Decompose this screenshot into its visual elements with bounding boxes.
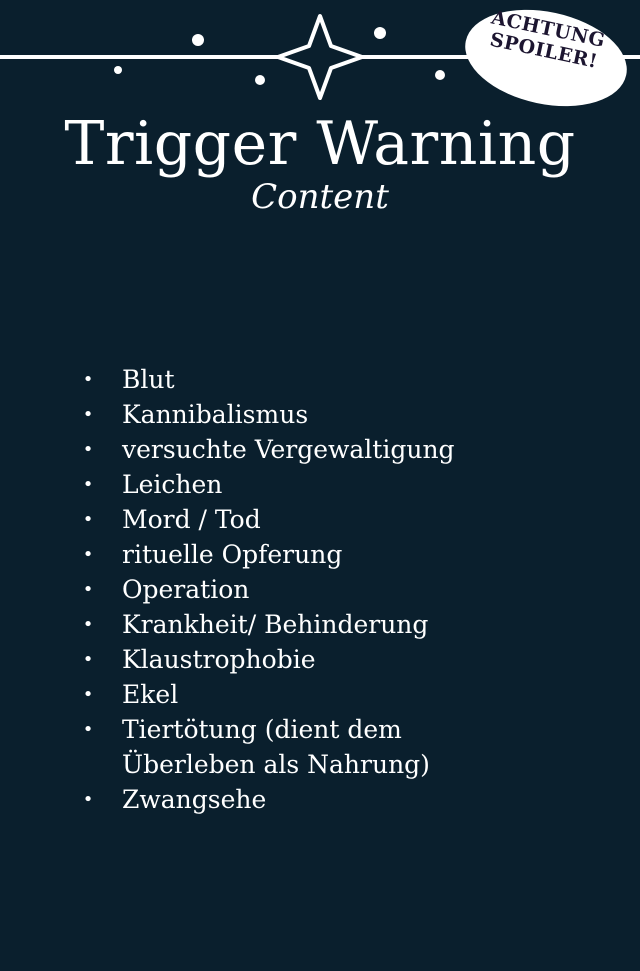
list-item: • rituelle Opferung <box>82 537 602 572</box>
ornament-dot <box>435 70 445 80</box>
list-item: • Ekel <box>82 677 602 712</box>
bullet-dot-icon: • <box>82 404 94 425</box>
list-item: • Operation <box>82 572 602 607</box>
page-title: Trigger Warning <box>64 109 576 179</box>
list-item: • Kannibalismus <box>82 397 602 432</box>
list-item: • Krankheit/ Behinderung <box>82 607 602 642</box>
list-item: • Blut <box>82 362 602 397</box>
bullet-dot-icon: • <box>82 439 94 460</box>
list-item: • Mord / Tod <box>82 502 602 537</box>
spoiler-badge-label: ACHTUNG SPOILER! <box>487 6 608 73</box>
list-item: • versuchte Vergewaltigung <box>82 432 602 467</box>
bullet-dot-icon: • <box>82 579 94 600</box>
bullet-dot-icon: • <box>82 789 94 810</box>
bullet-dot-icon: • <box>82 474 94 495</box>
bullet-dot-icon: • <box>82 719 94 740</box>
list-item: • Leichen <box>82 467 602 502</box>
bullet-dot-icon: • <box>82 544 94 565</box>
ornament-dot <box>255 75 265 85</box>
bullet-dot-icon: • <box>82 369 94 390</box>
ornament-dot <box>114 66 122 74</box>
bullet-dot-icon: • <box>82 684 94 705</box>
four-point-star-icon <box>278 16 362 98</box>
page-subtitle: Content <box>251 177 389 217</box>
trigger-warning-list <box>82 362 602 817</box>
bullet-dot-icon: • <box>82 614 94 635</box>
bullet-dot-icon: • <box>82 509 94 530</box>
ornament-dot <box>192 34 204 46</box>
list-item: • Zwangsehe <box>82 782 602 817</box>
list-item: • Tiertötung (dient dem Überleben als Nahrung) <box>82 712 602 782</box>
list-item: • Klaustrophobie <box>82 642 602 677</box>
bullet-dot-icon: • <box>82 649 94 670</box>
ornament-dot <box>374 27 386 39</box>
